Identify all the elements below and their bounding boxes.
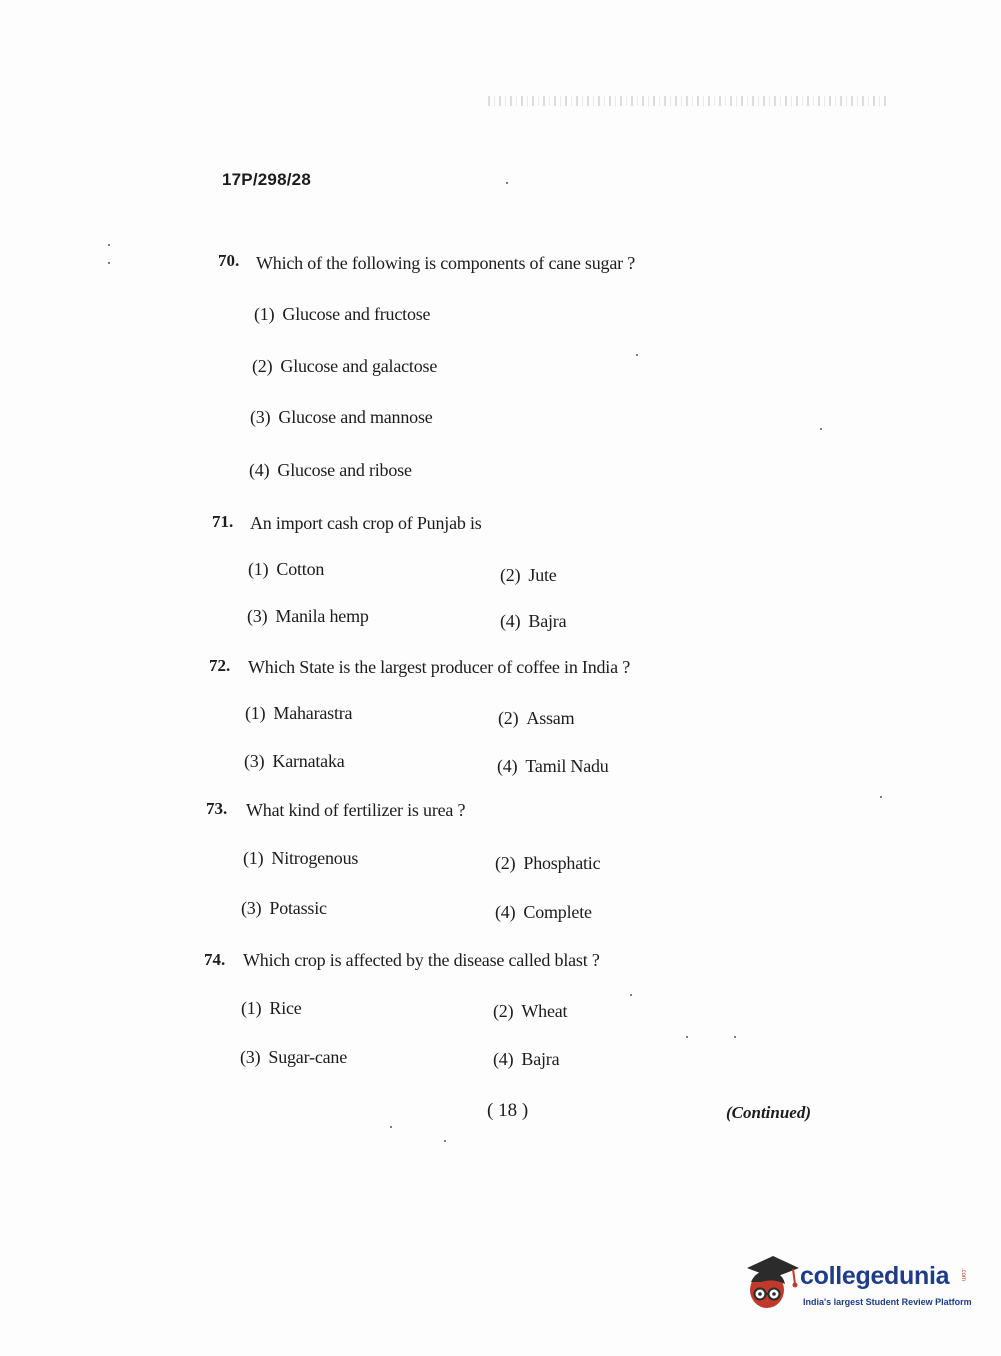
option-number: (2) — [495, 853, 516, 873]
option-label: Manila hemp — [275, 606, 369, 626]
option-2 — [252, 356, 437, 377]
scan-speck — [734, 1036, 736, 1038]
option-4 — [493, 1049, 559, 1070]
option-1 — [245, 703, 352, 724]
option-number: (1) — [248, 559, 269, 579]
question-number: 71. — [212, 512, 234, 531]
paper-code: 17P/298/28 — [222, 170, 311, 189]
option-number: (4) — [500, 611, 521, 631]
option-4 — [249, 460, 412, 481]
option-number: (2) — [252, 356, 273, 376]
scan-speck — [820, 428, 822, 430]
option-number: (1) — [254, 304, 275, 324]
option-2 — [498, 708, 574, 729]
option-2 — [500, 565, 557, 586]
option-number: (3) — [240, 1047, 261, 1067]
option-label: Glucose and mannose — [278, 407, 433, 427]
logo-wordmark: collegedunia — [800, 1262, 950, 1290]
option-label: Rice — [269, 998, 302, 1018]
option-label: Glucose and galactose — [280, 356, 438, 376]
question-number: 74. — [204, 950, 226, 969]
option-3 — [241, 898, 327, 919]
scan-speck — [686, 1036, 688, 1038]
option-4 — [500, 611, 566, 632]
question-text: Which State is the largest producer of coffee in India ? — [248, 657, 630, 677]
scan-speck — [630, 994, 632, 996]
scan-speck — [108, 262, 110, 264]
question-text: An import cash crop of Punjab is — [250, 513, 482, 533]
continued-label: (Continued) — [726, 1103, 812, 1122]
option-3 — [250, 407, 433, 428]
option-number: (4) — [493, 1049, 514, 1069]
logo-tagline: India's largest Student Review Platform — [803, 1297, 972, 1307]
option-3 — [247, 606, 369, 627]
collegedunia-logo[interactable] — [743, 1254, 973, 1314]
option-label: Assam — [526, 708, 575, 728]
scan-speck — [880, 796, 882, 798]
option-number: (1) — [245, 703, 266, 723]
option-1 — [243, 848, 358, 869]
option-number: (4) — [249, 460, 270, 480]
option-label: Glucose and ribose — [277, 460, 412, 480]
option-number: (4) — [497, 756, 518, 776]
option-label: Jute — [528, 565, 557, 585]
option-label: Tamil Nadu — [525, 756, 609, 776]
option-label: Phosphatic — [523, 853, 601, 873]
option-label: Bajra — [521, 1049, 560, 1069]
option-number: (3) — [241, 898, 262, 918]
option-4 — [497, 756, 609, 777]
option-label: Complete — [523, 902, 592, 922]
scan-speck — [390, 1126, 392, 1128]
option-number: (2) — [498, 708, 519, 728]
option-1 — [254, 304, 430, 325]
option-number: (3) — [250, 407, 271, 427]
scan-speck — [636, 354, 638, 356]
question-number: 72. — [209, 656, 231, 675]
option-2 — [495, 853, 600, 874]
option-number: (1) — [243, 848, 264, 868]
option-number: (4) — [495, 902, 516, 922]
mascot-icon — [743, 1254, 799, 1314]
option-label: Glucose and fructose — [282, 304, 431, 324]
option-number: (1) — [241, 998, 262, 1018]
question-text: Which crop is affected by the disease called blast ? — [243, 950, 600, 970]
option-4 — [495, 902, 592, 923]
option-number: (3) — [244, 751, 265, 771]
scan-noise — [488, 96, 888, 106]
option-label: Nitrogenous — [271, 848, 359, 868]
option-3 — [240, 1047, 347, 1068]
question-text: What kind of fertilizer is urea ? — [246, 800, 466, 820]
option-3 — [244, 751, 345, 772]
option-label: Potassic — [269, 898, 327, 918]
option-number: (2) — [493, 1001, 514, 1021]
scan-speck — [506, 182, 508, 184]
option-1 — [241, 998, 302, 1019]
scan-speck — [444, 1140, 446, 1142]
scan-speck — [108, 244, 110, 246]
option-number: (3) — [247, 606, 268, 626]
option-1 — [248, 559, 324, 580]
option-number: (2) — [500, 565, 521, 585]
question-text: Which of the following is components of cane sugar ? — [256, 253, 635, 273]
page-number: ( 18 ) — [487, 1100, 529, 1121]
option-label: Karnataka — [272, 751, 345, 771]
option-label: Bajra — [528, 611, 567, 631]
option-label: Cotton — [276, 559, 325, 579]
question-number: 73. — [206, 799, 228, 818]
option-label: Wheat — [521, 1001, 568, 1021]
option-2 — [493, 1001, 567, 1022]
question-number: 70. — [218, 251, 240, 270]
logo-domain-suffix: .com — [960, 1268, 966, 1282]
option-label: Sugar-cane — [268, 1047, 347, 1067]
option-label: Maharastra — [273, 703, 353, 723]
